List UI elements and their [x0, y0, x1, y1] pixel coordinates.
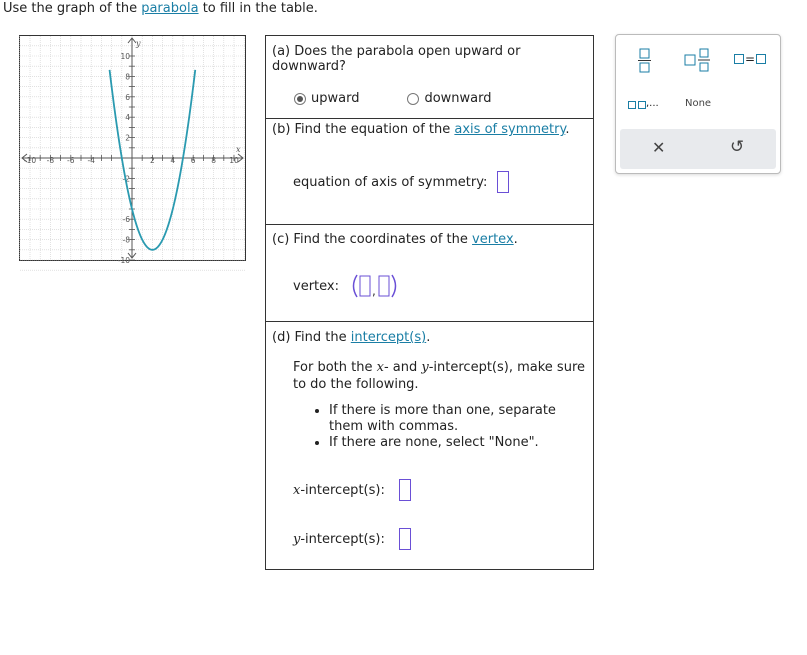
vertex-answer-row: vertex: , [293, 273, 409, 299]
y-intercept-input[interactable] [399, 528, 411, 550]
part-c-question: (c) Find the coordinates of the vertex. [272, 232, 518, 247]
x-intercept-row: x -intercept(s): [293, 479, 411, 501]
intercepts-link[interactable]: intercept(s) [350, 330, 427, 345]
y-intercept-row: y -intercept(s): [293, 528, 411, 550]
x-tick-label: 8 [211, 156, 216, 165]
bullet-item: • If there are none, select "None". [329, 435, 591, 451]
parabola-graph [19, 35, 246, 265]
y-tick-label: 4 [125, 113, 130, 123]
math-toolbar [615, 34, 781, 174]
x-tick-label: 6 [190, 156, 196, 165]
undo-icon: ↺ [730, 137, 745, 157]
close-icon: ✕ [652, 138, 666, 157]
box-icon [734, 54, 744, 64]
part-b-cell [266, 119, 593, 225]
x-axis-label: x [236, 145, 241, 154]
part-d-question: (d) Find the intercept(s). [272, 330, 431, 345]
x-intercept-input[interactable] [399, 479, 411, 501]
list-button[interactable]: ,... [628, 98, 659, 109]
svg-text:,: , [371, 284, 376, 298]
x-tick-label: 2 [150, 156, 155, 165]
instruction-bullets [313, 403, 591, 451]
x-tick-label: 4 [170, 156, 176, 165]
x-tick-label: -4 [87, 156, 95, 165]
equals-button[interactable]: = [734, 52, 766, 66]
y-tick-label: -8 [122, 235, 130, 245]
intercept-note: For both the x- and y-intercept(s), make sure to do the following. [293, 360, 586, 392]
y-tick-label: -10 [117, 256, 130, 265]
part-a-question: (a) Does the parabola open upward or downward? [272, 44, 521, 74]
part-d-cell [266, 322, 593, 569]
parabola-link[interactable]: parabola [141, 1, 199, 16]
x-tick-label: -8 [46, 156, 55, 165]
box-icon [756, 54, 766, 64]
none-button[interactable]: None [685, 98, 712, 109]
y-tick-label: 2 [125, 133, 130, 143]
part-c-cell [266, 225, 593, 322]
box-icon [638, 101, 646, 109]
instruction-text: Use the graph of the parabola to fill in the table. [3, 1, 318, 16]
fraction-icon [638, 47, 652, 73]
direction-radio-group [294, 91, 492, 106]
downward-radio[interactable]: downward [407, 91, 491, 106]
y-tick-label: -6 [122, 215, 130, 225]
y-tick-label: 8 [125, 72, 130, 82]
graph-canvas [20, 36, 245, 265]
box-icon [628, 101, 636, 109]
x-tick-label: -10 [23, 156, 37, 165]
part-b-question: (b) Find the equation of the axis of symmetry. [272, 122, 570, 137]
x-tick-label: 10 [229, 156, 239, 165]
question-table [265, 35, 594, 570]
axis-answer-row: equation of axis of symmetry: [293, 171, 509, 193]
vertex-link[interactable]: vertex [472, 232, 514, 247]
x-tick-label: -6 [67, 156, 75, 165]
part-a-cell [266, 36, 593, 119]
y-tick-label: 10 [120, 52, 130, 61]
axis-of-symmetry-input[interactable] [497, 171, 509, 193]
y-tick-label: -2 [122, 174, 130, 184]
bullet-item: • If there is more than one, separate them with commas. [329, 403, 591, 435]
mixed-number-button[interactable] [684, 47, 712, 77]
action-bar [620, 129, 776, 169]
fraction-button[interactable] [638, 47, 652, 77]
downward-radio-dot[interactable] [407, 93, 419, 105]
axis-of-symmetry-link[interactable]: axis of symmetry [454, 122, 566, 137]
mixed-number-icon [684, 47, 712, 73]
y-axis-label: y [136, 39, 141, 48]
upward-radio[interactable]: upward [294, 91, 359, 106]
y-tick-label: 6 [125, 92, 130, 102]
upward-radio-dot[interactable] [294, 93, 306, 105]
clear-button[interactable] [652, 138, 665, 157]
undo-button[interactable] [730, 137, 744, 157]
vertex-coordinate-input[interactable] [349, 273, 409, 299]
